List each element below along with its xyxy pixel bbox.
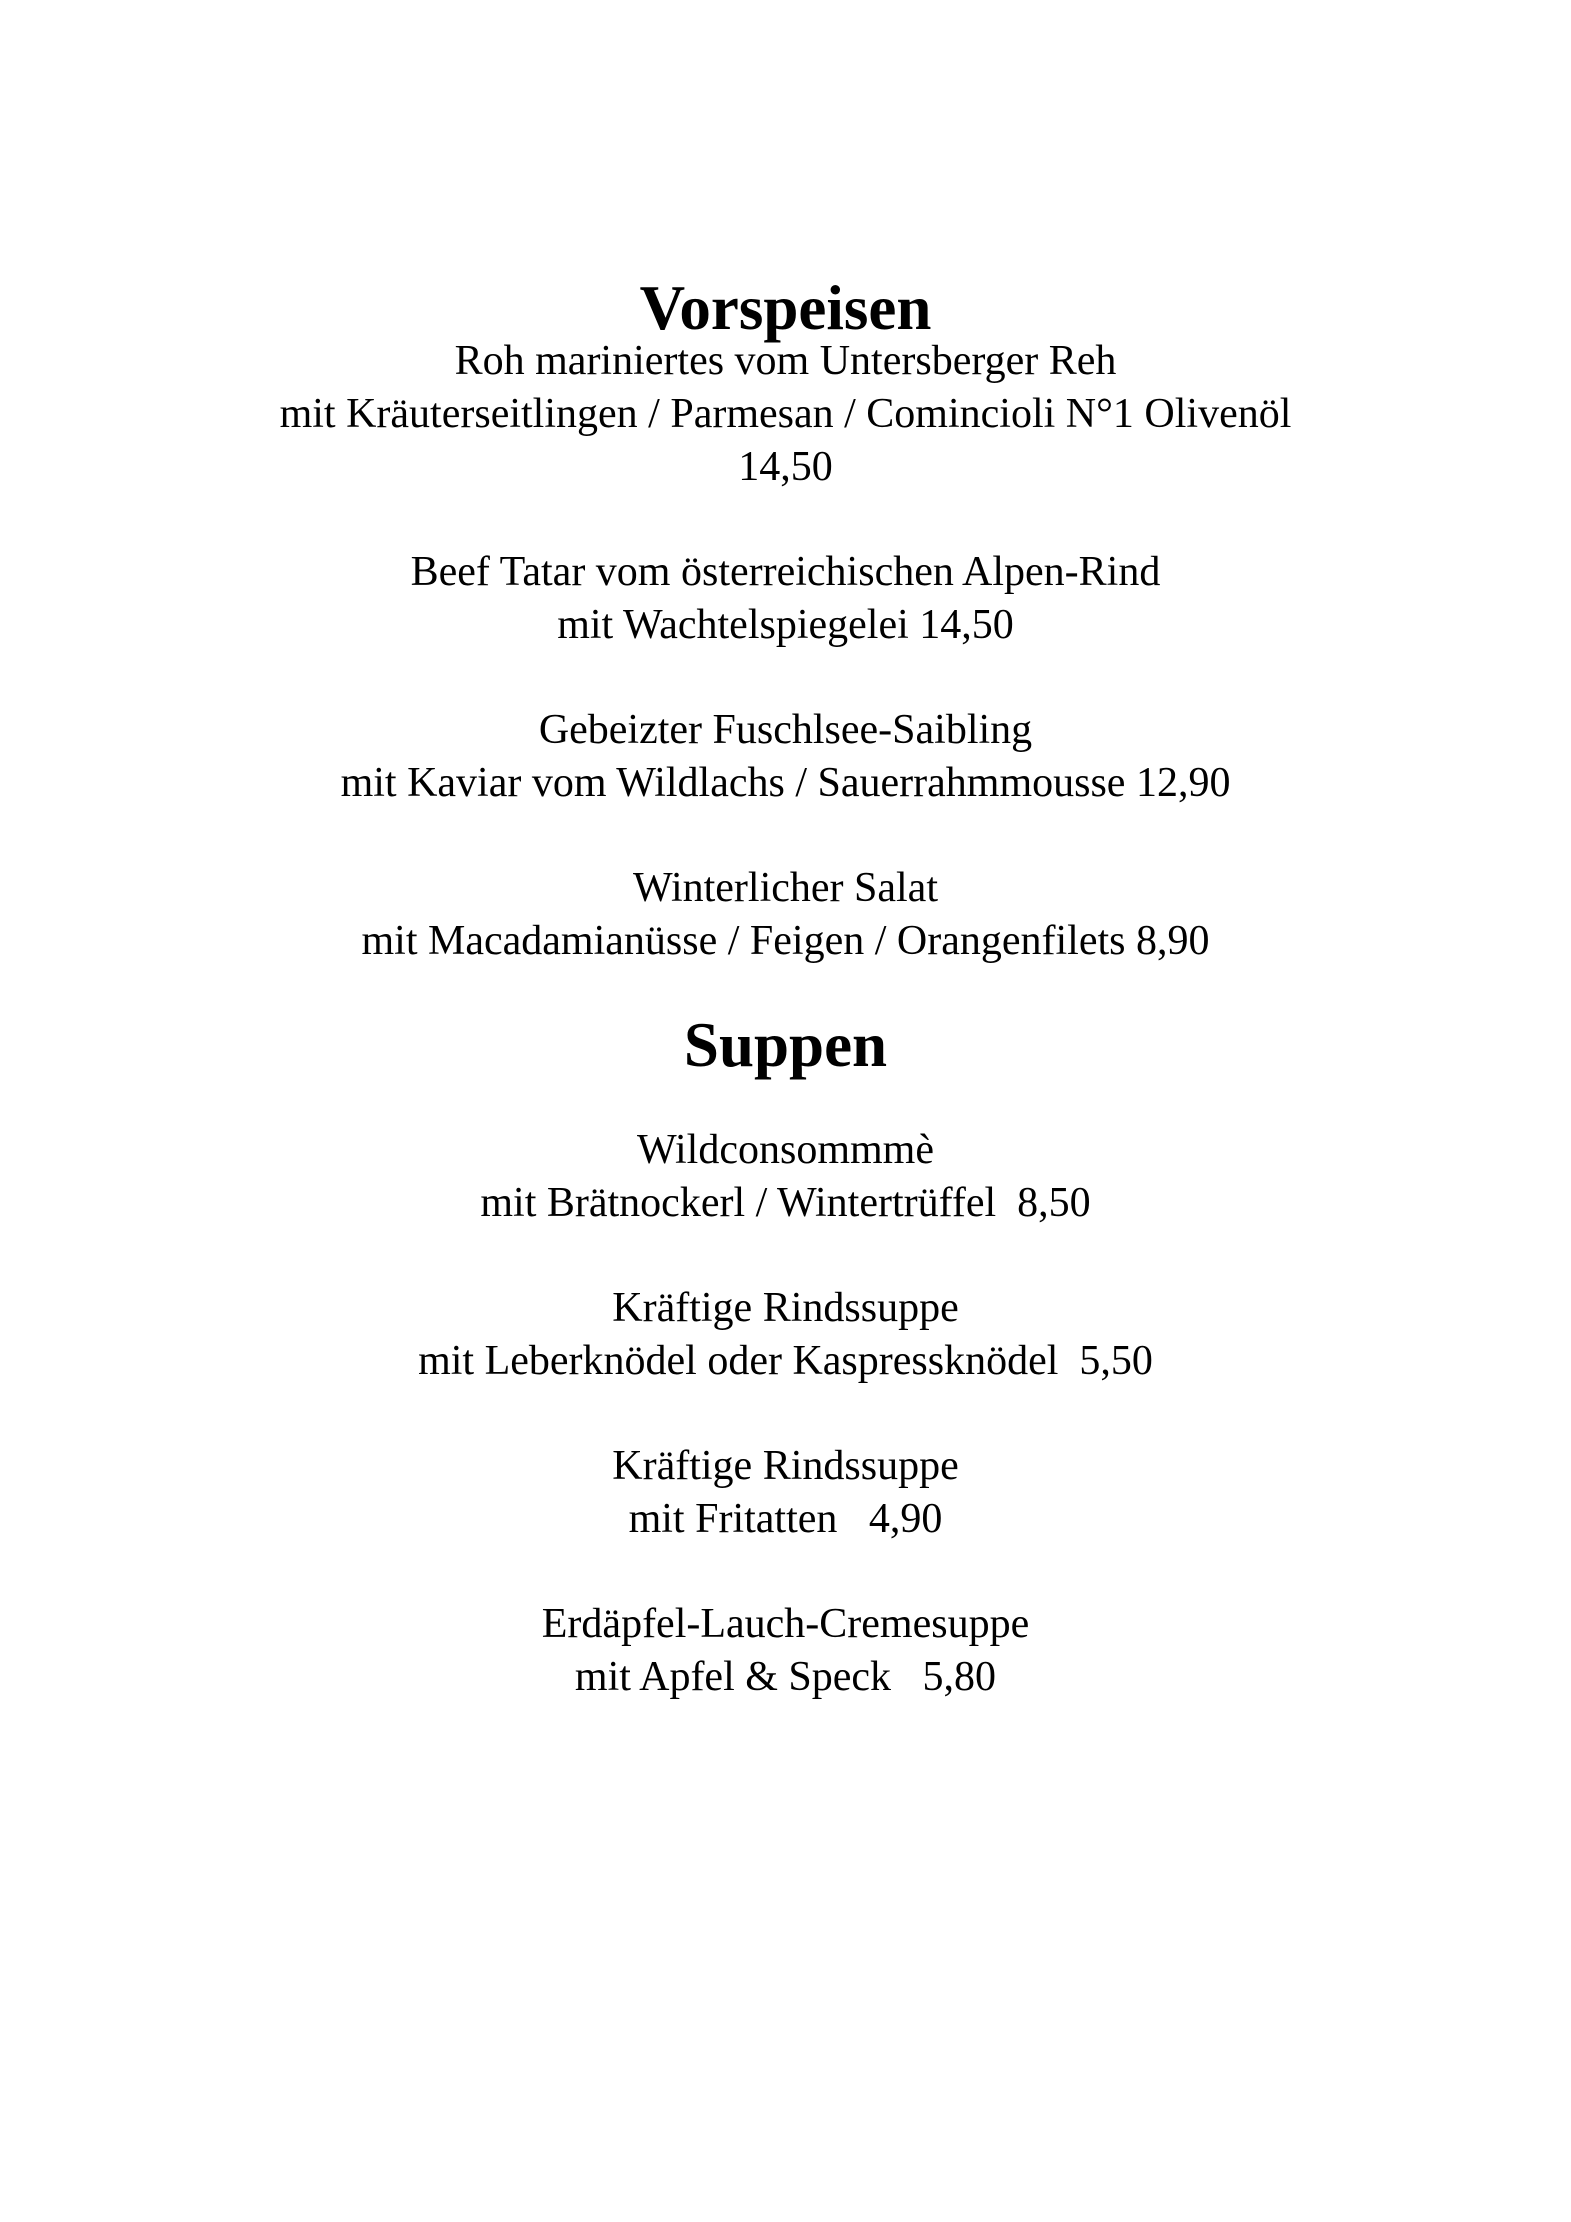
item-description: mit Brätnockerl / Wintertrüffel 8,50: [480, 1180, 1091, 1226]
item-title: Winterlicher Salat: [632, 865, 938, 911]
menu-item-reh: [0, 335, 1571, 494]
item-description: mit Leberknödel oder Kaspressknödel 5,50: [418, 1338, 1153, 1384]
section-heading-suppen: Suppen: [683, 1010, 888, 1080]
menu-content: [0, 273, 1571, 1704]
item-title: Kräftige Rindssuppe: [612, 1443, 959, 1489]
item-description: mit Kaviar vom Wildlachs / Sauerrahmmousse 12,90: [340, 760, 1231, 806]
item-description: mit Kräuterseitlingen / Parmesan / Comincioli N°1 Olivenöl: [279, 391, 1292, 437]
menu-item-winterlicher-salat: [0, 862, 1571, 968]
menu-item-saibling: [0, 704, 1571, 810]
section-heading-vorspeisen: Vorspeisen: [639, 273, 932, 343]
item-title: Kräftige Rindssuppe: [612, 1285, 959, 1331]
menu-item-rindssuppe-fritatten: [0, 1440, 1571, 1546]
item-description: mit Wachtelspiegelei 14,50: [557, 602, 1014, 648]
item-title: Erdäpfel-Lauch-Cremesuppe: [541, 1601, 1030, 1647]
menu-item-erdaepfel-lauch-cremesuppe: [0, 1598, 1571, 1704]
menu-item-wildconsomme: [0, 1124, 1571, 1230]
item-title: Wildconsommmè: [637, 1127, 934, 1173]
item-description: mit Macadamianüsse / Feigen / Orangenfilets 8,90: [361, 918, 1210, 964]
item-title: Roh mariniertes vom Untersberger Reh: [454, 338, 1117, 384]
menu-item-rindssuppe-knoedel: [0, 1282, 1571, 1388]
item-price: 14,50: [738, 444, 833, 490]
item-description: mit Fritatten 4,90: [628, 1496, 943, 1542]
menu-item-beef-tatar: [0, 546, 1571, 652]
item-title: Beef Tatar vom österreichischen Alpen-Rind: [410, 549, 1161, 595]
item-title: Gebeizter Fuschlsee-Saibling: [538, 707, 1033, 753]
item-description: mit Apfel & Speck 5,80: [574, 1654, 997, 1700]
